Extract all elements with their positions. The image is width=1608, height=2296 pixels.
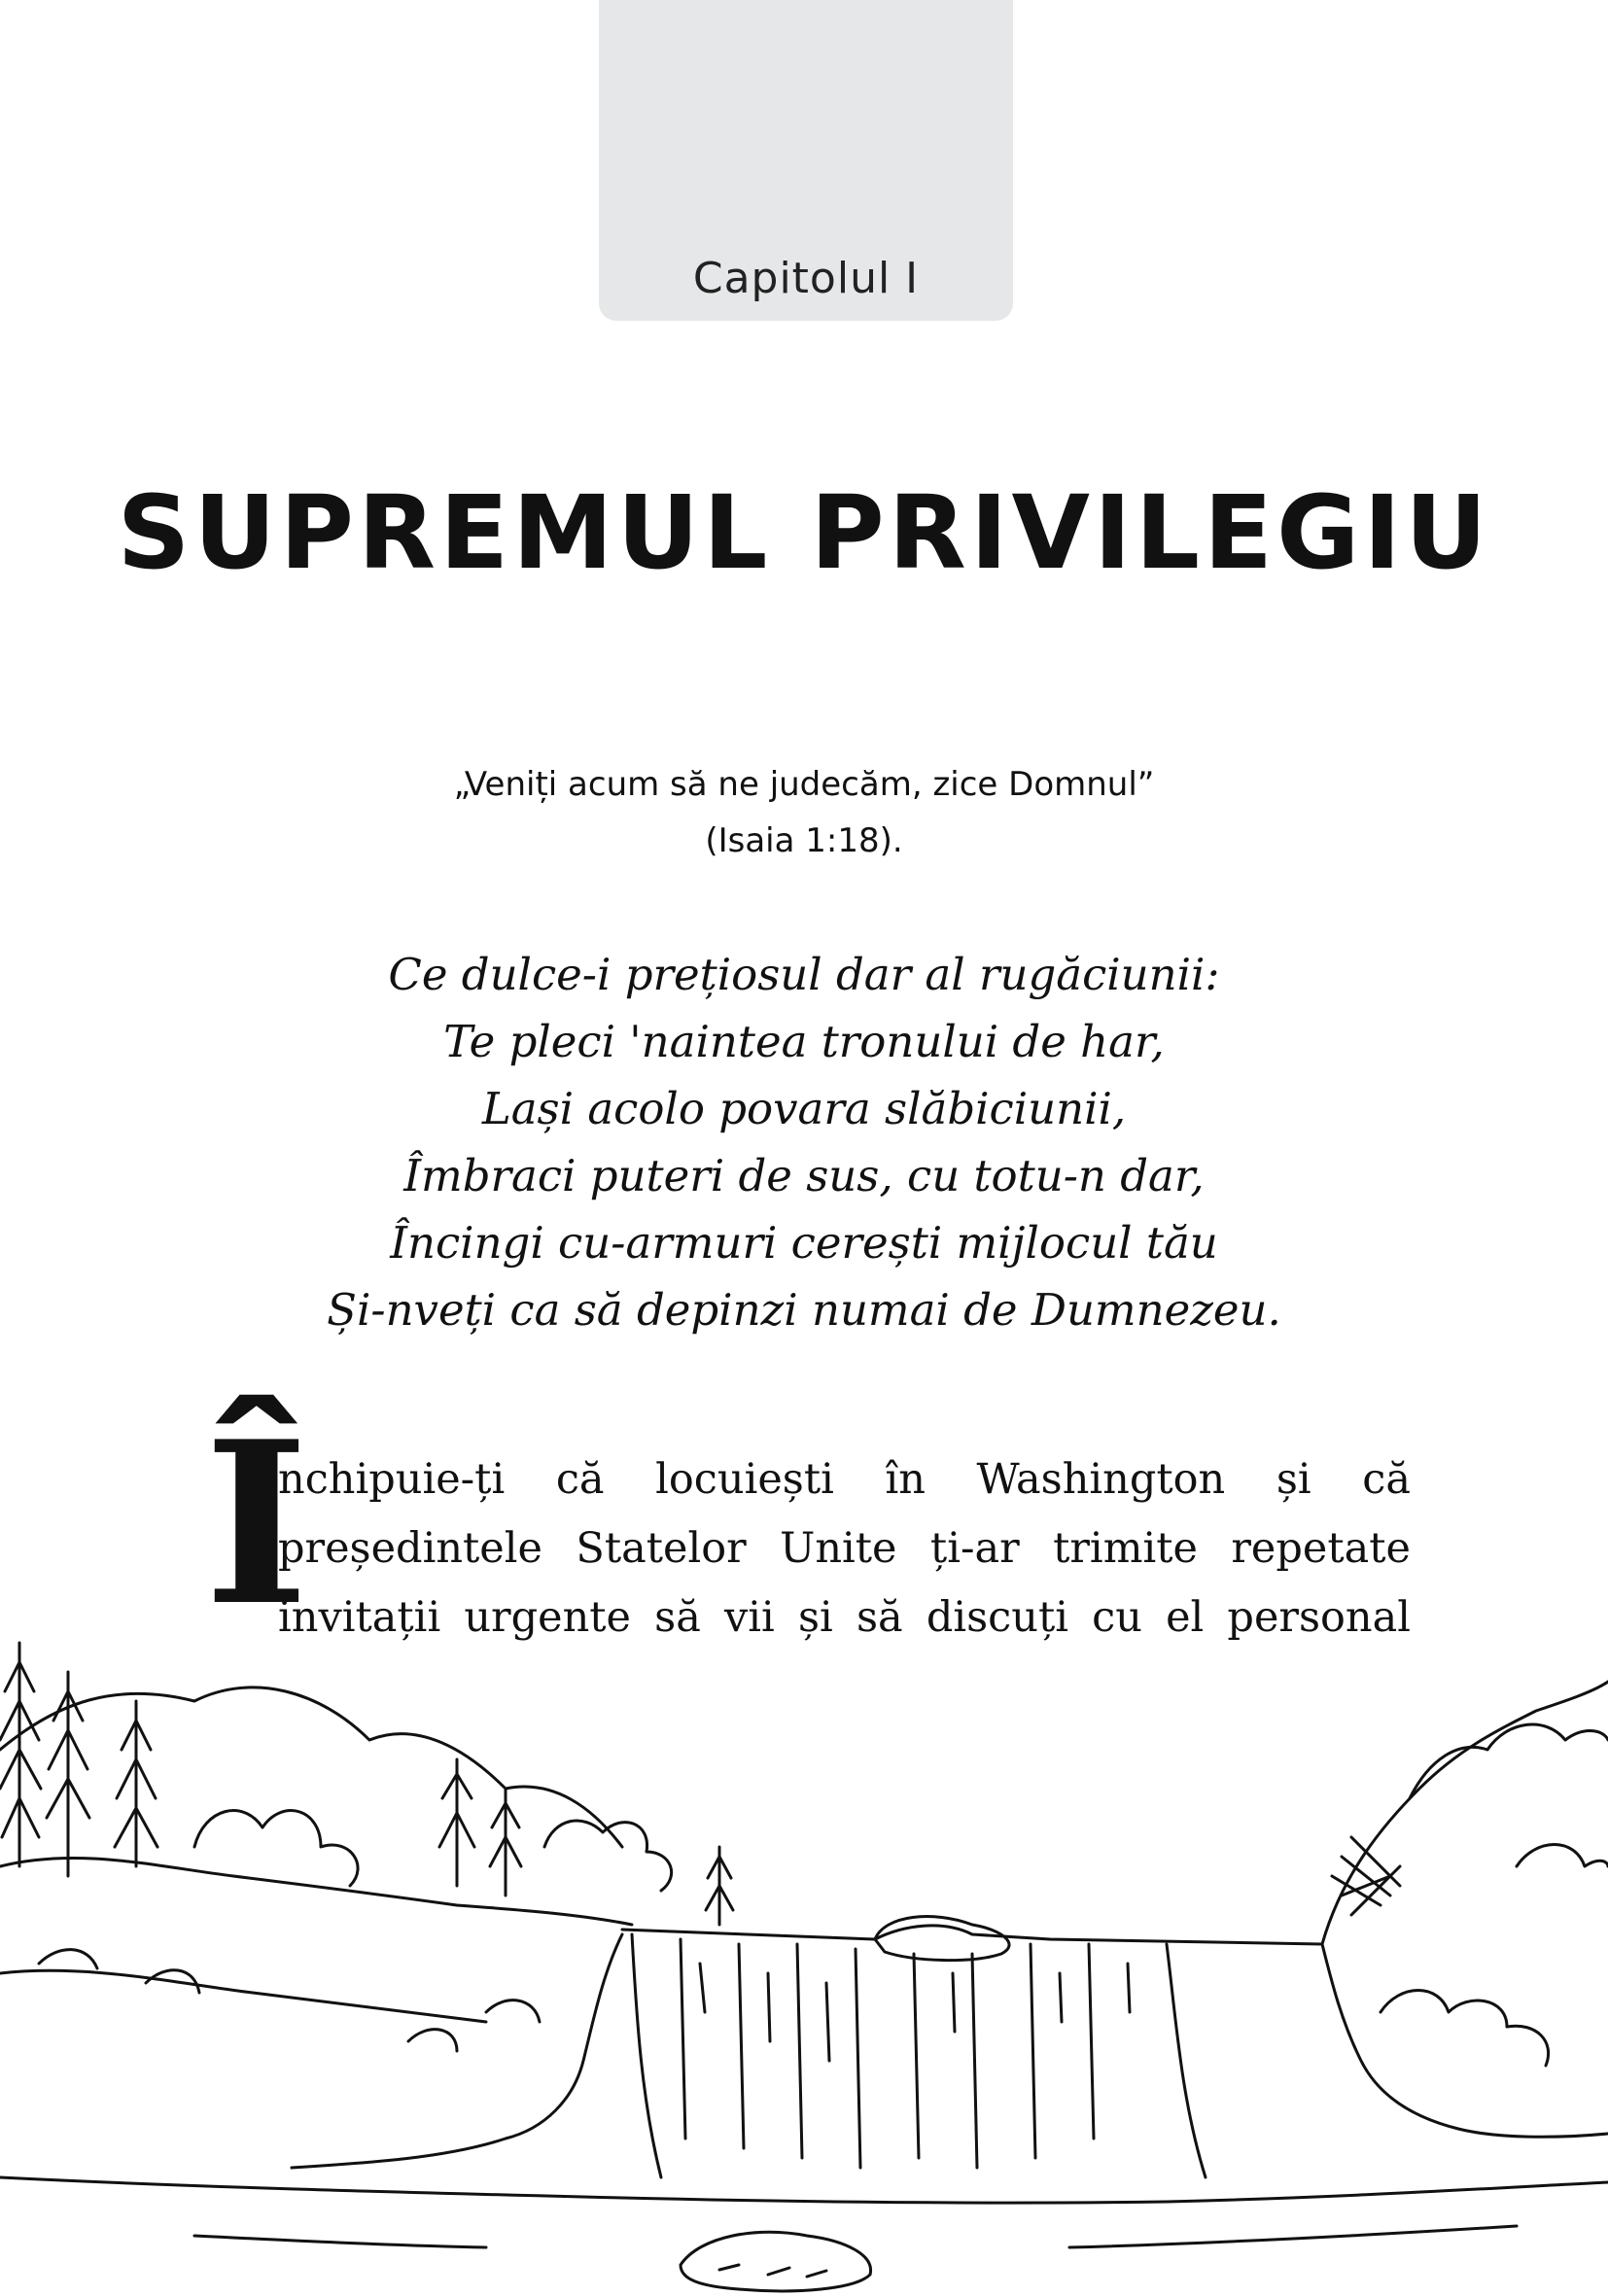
body-line: nchipuie-ți că locuiești în Washington și că — [278, 1455, 1411, 1504]
epigraph-quote: „Veniți acum să ne judecăm, zice Domnul” — [453, 765, 1155, 804]
poem-line: Te pleci 'naintea tronului de har, — [443, 1016, 1165, 1067]
epigraph-reference: (Isaia 1:18). — [705, 821, 903, 860]
poem-line: Îmbraci puteri de sus, cu totu-n dar, — [403, 1150, 1205, 1201]
tree-icon — [0, 1643, 733, 1925]
poem-line: Și-nveți ca să depinzi numai de Dumnezeu. — [327, 1284, 1281, 1336]
chapter-label: Capitolul I — [692, 254, 920, 303]
waterfall-landscape-illustration — [0, 1555, 1608, 2296]
poem-line: Lași acolo povara slăbiciunii, — [481, 1083, 1127, 1134]
epigraph — [0, 756, 1608, 869]
drop-cap: Î — [204, 1393, 309, 1655]
body-line: invitații urgente să vii și să discuți cu el personal — [278, 1593, 1411, 1642]
poem — [0, 941, 1608, 1343]
chapter-tab — [599, 0, 1013, 321]
body-line: președintele Statelor Unite ți-ar trimite repetate — [278, 1524, 1411, 1573]
poem-line: Ce dulce-i prețiosul dar al rugăciunii: — [388, 949, 1220, 1000]
page-title: SUPREMUL PRIVILEGIU — [117, 473, 1491, 592]
poem-line: Încingi cu-armuri cerești mijlocul tău — [390, 1217, 1218, 1269]
